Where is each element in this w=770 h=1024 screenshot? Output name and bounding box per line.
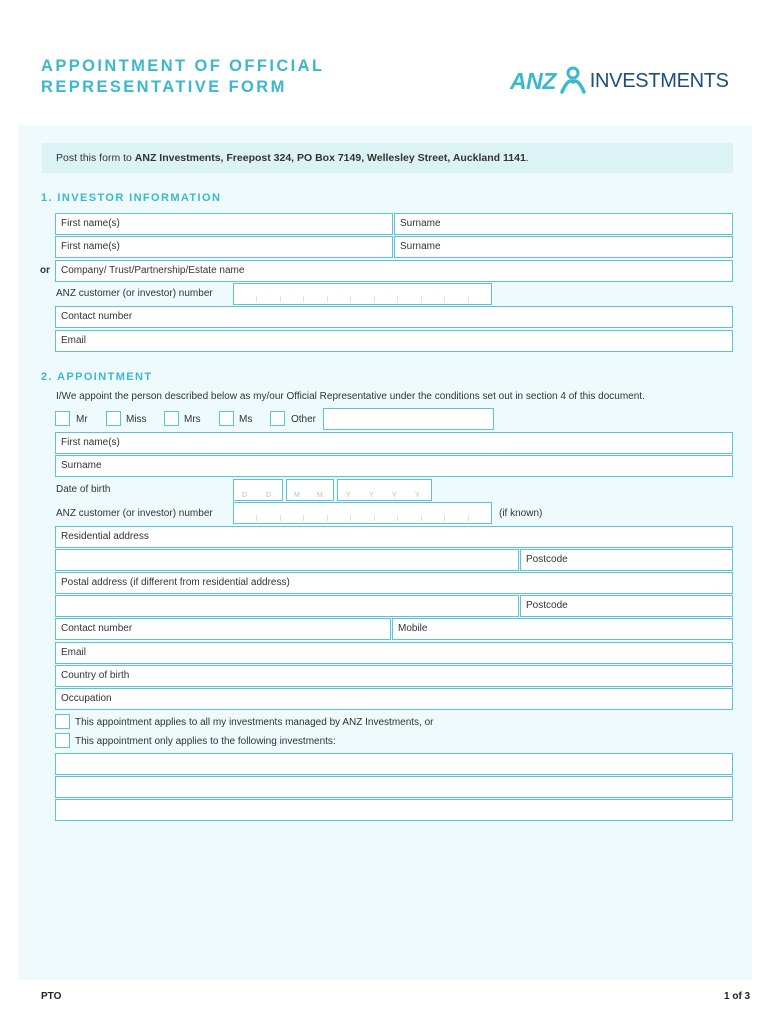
occupation-field[interactable]: Occupation (55, 688, 733, 710)
dob-year-field[interactable] (337, 479, 432, 501)
investor-customer-number-label: ANZ customer (or investor) number (56, 288, 213, 299)
postal-postcode-field[interactable]: Postcode (520, 595, 733, 617)
rep-customer-number-label: ANZ customer (or investor) number (56, 508, 213, 519)
dob-month-placeholder-2: M (317, 492, 323, 499)
dob-day-field[interactable] (233, 479, 283, 501)
investor-2-first-name-field[interactable]: First name(s) (55, 236, 393, 258)
dob-day-placeholder-2: D (266, 492, 272, 499)
residential-postcode-field[interactable]: Postcode (520, 549, 733, 571)
dob-year-placeholder-4: Y (415, 492, 420, 499)
title-other-checkbox[interactable] (270, 411, 285, 426)
section-2-heading: 2. APPOINTMENT (41, 371, 153, 383)
digit-boxes (234, 503, 491, 523)
applies-all-checkbox[interactable] (55, 714, 70, 729)
investor-2-surname-field[interactable]: Surname (394, 236, 733, 258)
form-title-line-2: REPRESENTATIVE FORM (41, 78, 287, 96)
logo-investments-text: INVESTMENTS (589, 69, 729, 92)
section-1-heading: 1. INVESTOR INFORMATION (41, 192, 222, 204)
anz-investments-logo (510, 66, 729, 96)
title-mrs-label: Mrs (184, 414, 201, 425)
postal-address-field[interactable]: Postal address (if different from residential address) (55, 572, 733, 594)
title-miss-checkbox[interactable] (106, 411, 121, 426)
investor-customer-number-field[interactable] (233, 283, 492, 305)
dob-month-placeholder-1: M (294, 492, 300, 499)
form-title-line-1: APPOINTMENT OF OFFICIAL (41, 57, 325, 75)
investment-line-3-field[interactable] (55, 799, 733, 821)
rep-surname-field[interactable]: Surname (55, 455, 733, 477)
investment-line-1-field[interactable] (55, 753, 733, 775)
residential-address-line-2-field[interactable] (55, 549, 519, 571)
title-other-label: Other (291, 414, 317, 425)
applies-following-label: This appointment only applies to the following investments: (75, 736, 336, 747)
dob-year-placeholder-2: Y (369, 492, 374, 499)
title-other-field[interactable] (323, 408, 494, 430)
footer-page-number: 1 of 3 (724, 991, 751, 1002)
title-miss-label: Miss (126, 414, 147, 425)
post-suffix: . (525, 152, 529, 164)
post-address: ANZ Investments, Freepost 324, PO Box 7149, Wellesley Street, Auckland 1141 (134, 152, 526, 164)
investor-1-surname-field[interactable]: Surname (394, 213, 733, 235)
anz-figures-icon (558, 66, 588, 96)
investment-line-2-field[interactable] (55, 776, 733, 798)
company-name-field[interactable]: Company/ Trust/Partnership/Estate name (55, 260, 733, 282)
form-title (41, 56, 324, 98)
title-mrs-checkbox[interactable] (164, 411, 179, 426)
investor-1-first-name-field[interactable]: First name(s) (55, 213, 393, 235)
appointment-intro: I/We appoint the person described below as my/our Official Representative under the conditions set out in section 4 of this document. (56, 391, 645, 402)
postal-address-line-2-field[interactable] (55, 595, 519, 617)
title-mr-checkbox[interactable] (55, 411, 70, 426)
footer-pto: PTO (41, 991, 62, 1002)
applies-all-label: This appointment applies to all my investments managed by ANZ Investments, or (75, 717, 434, 728)
digit-boxes (234, 284, 491, 304)
dob-year-placeholder-3: Y (392, 492, 397, 499)
dob-month-field[interactable] (286, 479, 334, 501)
rep-email-field[interactable]: Email (55, 642, 733, 664)
rep-contact-number-field[interactable]: Contact number (55, 618, 391, 640)
dob-label: Date of birth (56, 484, 111, 495)
or-label: or (40, 265, 50, 276)
applies-following-checkbox[interactable] (55, 733, 70, 748)
rep-customer-number-field[interactable] (233, 502, 492, 524)
dob-year-placeholder-1: Y (346, 492, 351, 499)
if-known-label: (if known) (499, 508, 543, 519)
investor-contact-number-field[interactable]: Contact number (55, 306, 733, 328)
post-prefix: Post this form to (56, 152, 135, 164)
post-address-box (42, 143, 733, 173)
title-mr-label: Mr (76, 414, 88, 425)
residential-address-field[interactable]: Residential address (55, 526, 733, 548)
title-ms-checkbox[interactable] (219, 411, 234, 426)
logo-anz-text: ANZ (510, 67, 556, 94)
title-ms-label: Ms (239, 414, 253, 425)
rep-first-name-field[interactable]: First name(s) (55, 432, 733, 454)
rep-mobile-field[interactable]: Mobile (392, 618, 733, 640)
investor-email-field[interactable]: Email (55, 330, 733, 352)
country-of-birth-field[interactable]: Country of birth (55, 665, 733, 687)
dob-day-placeholder-1: D (242, 492, 248, 499)
